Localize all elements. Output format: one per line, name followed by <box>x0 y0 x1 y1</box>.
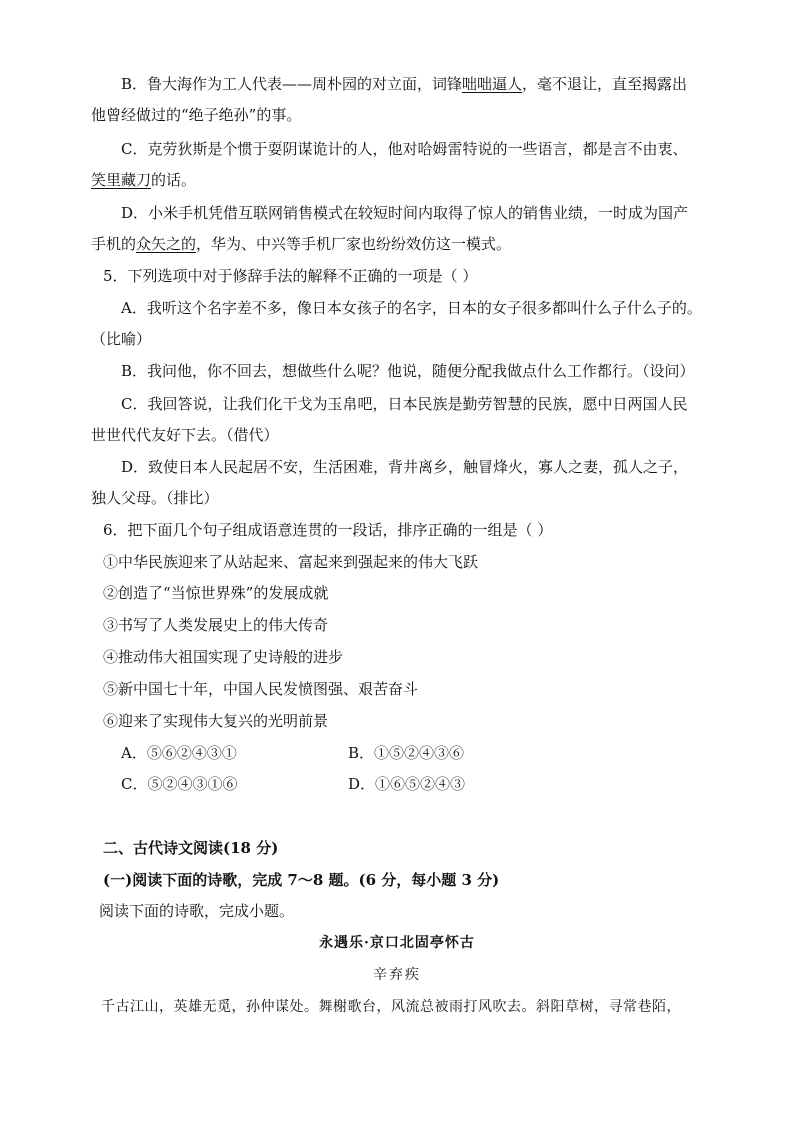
poem-title: 永遇乐·京口北固亭怀古 <box>319 935 475 951</box>
q5-option-c-line1: C．我回答说，让我们化干戈为玉帛吧，日本民族是勤劳智慧的民族，愿中日两国人民 <box>121 395 688 413</box>
poem-author: 辛弃疾 <box>373 967 421 983</box>
q6-sentence-3: ③书写了人类发展史上的伟大传奇 <box>103 616 329 634</box>
q6-option-b: B．①⑤②④③⑥ <box>348 744 465 762</box>
q6-option-d: D．①⑥⑤②④③ <box>348 775 466 793</box>
q4-b-text: B．鲁大海作为工人代表——周朴园的对立面，词锋 <box>121 75 463 93</box>
poem-line-1: 千古江山，英雄无觅，孙仲谋处。舞榭歌台，风流总被雨打风吹去。斜阳草树，寻常巷陌， <box>101 999 681 1015</box>
q4-option-d-line1: D．小米手机凭借互联网销售模式在较短时间内取得了惊人的销售业绩，一时成为国产 <box>121 204 689 222</box>
q4-d-underlined-idiom: 众矢之的 <box>136 235 197 253</box>
q5-option-a-line1: A．我听这个名字差不多，像日本女孩子的名字，日本的女子很多都叫什么子什么子的。 <box>121 299 702 317</box>
q4-option-b-line2: 他曾经做过的“绝子绝孙”的事。 <box>91 106 302 124</box>
q6-sentence-6: ⑥迎来了实现伟大复兴的光明前景 <box>103 712 329 730</box>
q6-sentence-2: ②创造了“当惊世界殊”的发展成就 <box>103 584 329 602</box>
q6-option-a: A．⑤⑥②④③① <box>121 744 237 762</box>
q4-c-text-end: 的话。 <box>151 171 197 189</box>
q6-option-c: C．⑤②④③①⑥ <box>121 775 238 793</box>
q5-option-d-line2: 独人父母。（排比） <box>91 489 219 507</box>
section-2-subtitle: (一)阅读下面的诗歌，完成 7～8 题。(6 分，每小题 3 分) <box>103 871 500 889</box>
q5-option-c-line2: 世世代代友好下去。（借代） <box>91 426 279 444</box>
q4-option-d-line2 <box>91 233 511 255</box>
q5-stem: 5．下列选项中对于修辞手法的解释不正确的一项是（ ） <box>103 267 478 285</box>
q6-stem: 6．把下面几个句子组成语意连贯的一段话，排序正确的一组是（ ） <box>103 521 553 539</box>
section-2-instruction: 阅读下面的诗歌，完成小题。 <box>99 902 295 920</box>
q4-d-text-end: ，华为、中兴等手机厂家也纷纷效仿这一模式。 <box>196 235 512 253</box>
q4-d-text: 手机的 <box>91 235 137 253</box>
q6-sentence-4: ④推动伟大祖国实现了史诗般的进步 <box>103 648 344 666</box>
q5-option-d-line1: D．致使日本人民起居不安，生活困难，背井离乡，触冒烽火，寡人之妻，孤人之子， <box>121 458 689 476</box>
section-2-title: 二、古代诗文阅读(18 分) <box>103 839 279 857</box>
q4-option-b-line1 <box>121 73 687 95</box>
q5-option-b: B．我问他，你不回去，想做些什么呢？他说，随便分配我做点什么工作都行。（设问） <box>121 362 695 380</box>
q5-option-a-line2: （比喻） <box>91 330 152 348</box>
q4-option-c-line1: C．克劳狄斯是个惯于耍阴谋诡计的人，他对哈姆雷特说的一些语言，都是言不由衷、 <box>121 140 688 158</box>
q6-sentence-5: ⑤新中国七十年，中国人民发愤图强、艰苦奋斗 <box>103 680 419 698</box>
q4-c-underlined-idiom: 笑里藏刀 <box>91 171 152 189</box>
q6-sentence-1: ①中华民族迎来了从站起来、富起来到强起来的伟大飞跃 <box>103 553 479 571</box>
q4-option-c-line2 <box>91 169 196 191</box>
q4-b-underlined-idiom: 咄咄逼人 <box>462 75 523 93</box>
q4-b-text-end: ，毫不退让，直至揭露出 <box>522 75 688 93</box>
